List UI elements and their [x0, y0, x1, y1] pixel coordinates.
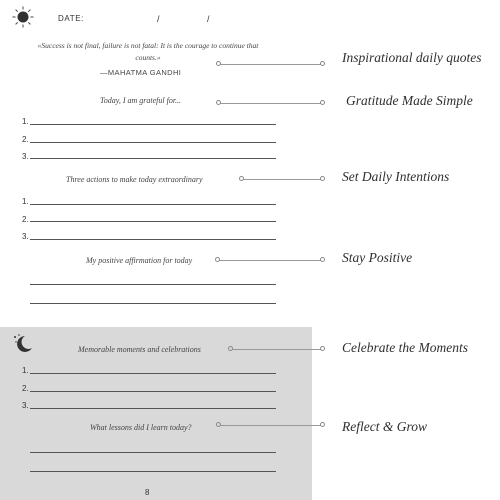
intentions-line[interactable]: [30, 204, 276, 205]
connector-line: [219, 103, 323, 104]
daily-quote: «Success is not final, failure is not fatal: It is the courage to continue that counts.»: [37, 41, 259, 62]
connector-line: [242, 179, 323, 180]
date-slash: /: [207, 14, 210, 24]
lessons-line[interactable]: [30, 471, 276, 472]
connector-dot: [215, 257, 220, 262]
sun-icon: [12, 6, 34, 28]
moments-line[interactable]: [30, 373, 276, 374]
moments-number: 3.: [22, 401, 29, 410]
date-label: DATE:: [58, 14, 84, 23]
moments-line[interactable]: [30, 391, 276, 392]
label-celebrate: Celebrate the Moments: [342, 340, 468, 355]
gratitude-line[interactable]: [30, 158, 276, 159]
affirmation-line[interactable]: [30, 303, 276, 304]
lessons-line[interactable]: [30, 452, 276, 453]
intentions-line[interactable]: [30, 239, 276, 240]
intentions-line[interactable]: [30, 221, 276, 222]
quote-author: —MAHATMA GANDHI: [100, 68, 182, 77]
gratitude-number: 3.: [22, 152, 29, 161]
moments-prompt: Memorable moments and celebrations: [78, 345, 201, 354]
connector-dot: [228, 346, 233, 351]
intentions-number: 1.: [22, 197, 29, 206]
connector-dot: [216, 422, 221, 427]
connector-dot: [216, 100, 221, 105]
moon-stars-icon: [12, 333, 34, 353]
gratitude-number: 2.: [22, 135, 29, 144]
connector-dot: [216, 61, 221, 66]
connector-dot: [320, 61, 325, 66]
intentions-number: 3.: [22, 232, 29, 241]
connector-dot: [320, 100, 325, 105]
label-gratitude: Gratitude Made Simple: [346, 93, 473, 108]
gratitude-line[interactable]: [30, 124, 276, 125]
intentions-prompt: Three actions to make today extraordinary: [66, 175, 203, 184]
gratitude-number: 1.: [22, 117, 29, 126]
page-number: 8: [145, 488, 150, 497]
gratitude-prompt: Today, I am grateful for...: [100, 96, 182, 105]
label-reflect: Reflect & Grow: [342, 419, 427, 434]
date-slash: /: [157, 14, 160, 24]
moments-line[interactable]: [30, 408, 276, 409]
connector-line: [219, 425, 323, 426]
affirmation-line[interactable]: [30, 284, 276, 285]
intentions-number: 2.: [22, 215, 29, 224]
connector-dot: [320, 422, 325, 427]
connector-dot: [320, 346, 325, 351]
label-inspirational-quotes: Inspirational daily quotes: [342, 50, 482, 65]
affirmation-prompt: My positive affirmation for today: [86, 256, 193, 265]
connector-line: [231, 349, 323, 350]
connector-line: [218, 260, 323, 261]
moments-number: 1.: [22, 366, 29, 375]
lessons-prompt: What lessons did I learn today?: [90, 423, 192, 432]
connector-dot: [239, 176, 244, 181]
connector-dot: [320, 176, 325, 181]
label-stay-positive: Stay Positive: [342, 250, 413, 265]
label-intentions: Set Daily Intentions: [342, 169, 450, 184]
connector-line: [219, 64, 323, 65]
gratitude-line[interactable]: [30, 142, 276, 143]
moments-number: 2.: [22, 384, 29, 393]
connector-dot: [320, 257, 325, 262]
